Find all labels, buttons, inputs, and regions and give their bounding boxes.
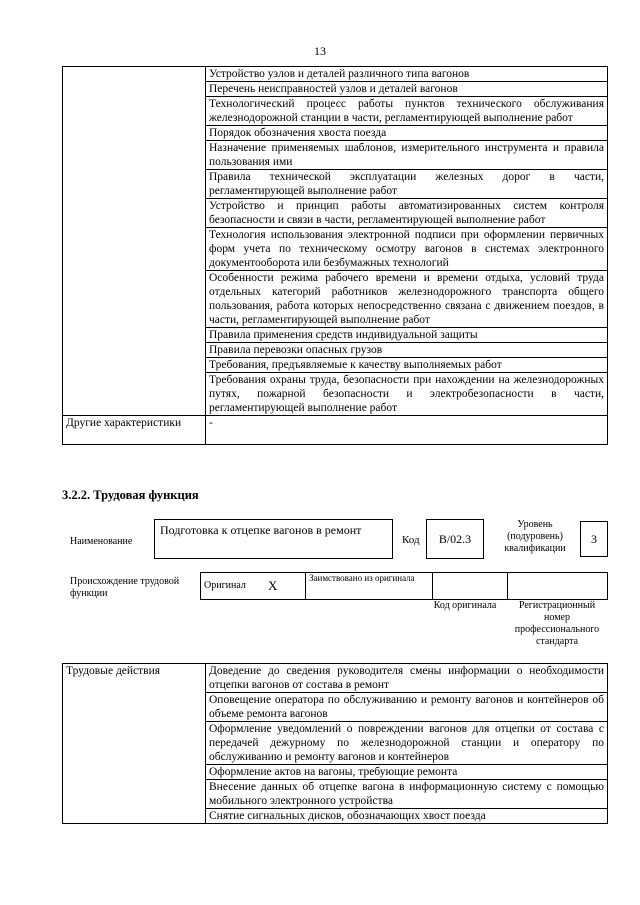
table-row — [63, 416, 608, 445]
table-row — [63, 67, 608, 82]
knowledge-item: Технология использования электронной подписи при оформлении первичных форм учета по техническому осмотру вагонов в системах электронного документооборота или безбумажных технологий — [206, 228, 608, 271]
name-label: Наименование — [70, 536, 133, 547]
section-heading: 3.2.2. Трудовая функция — [62, 488, 199, 502]
level-value-box — [580, 521, 608, 557]
knowledge-table — [62, 66, 608, 445]
other-characteristics-label: Другие характеристики — [63, 416, 206, 445]
origin-table — [200, 572, 608, 600]
name-value-box — [154, 519, 393, 559]
knowledge-item: Правила перевозки опасных грузов — [206, 343, 608, 358]
action-item: Оформление актов на вагоны, требующие ремонта — [206, 765, 608, 780]
action-item: Внесение данных об отцепке вагона в информационную систему с помощью мобильного электронного устройства — [206, 780, 608, 809]
other-characteristics-value: - — [206, 416, 608, 445]
knowledge-item: Устройство узлов и деталей различного типа вагонов — [206, 67, 608, 82]
knowledge-item: Перечень неисправностей узлов и деталей вагонов — [206, 82, 608, 97]
knowledge-item: Назначение применяемых шаблонов, измерительного инструмента и правила пользования ими — [206, 141, 608, 170]
original-mark: X — [265, 573, 306, 600]
page-number: 13 — [314, 44, 326, 58]
reg-number-label: Регистрационный номер профессионального стандарта — [514, 600, 600, 647]
code-original-cell — [433, 573, 508, 600]
table-row — [63, 664, 608, 693]
action-item: Доведение до сведения руководителя смены информации о необходимости отцепки вагонов от состава в ремонт — [206, 664, 608, 693]
knowledge-item: Устройство и принцип работы автоматизированных систем контроля безопасности и связи в части, регламентирующей выполнение работ — [206, 199, 608, 228]
actions-table — [62, 663, 608, 824]
level-value: 3 — [591, 532, 597, 546]
table-cell-empty — [63, 67, 206, 416]
knowledge-item: Правила технической эксплуатации железных дорог в части, регламентирующей выполнение работ — [206, 170, 608, 199]
code-label: Код — [402, 534, 420, 546]
actions-label: Трудовые действия — [63, 664, 206, 824]
function-name: Подготовка к отцепке вагонов в ремонт — [160, 523, 362, 537]
code-value-box — [426, 519, 484, 559]
knowledge-item: Требования охраны труда, безопасности при нахождении на железнодорожных путях, пожарной безопасности и электробезопасности в части, регламентирующей выполнение работ — [206, 373, 608, 416]
knowledge-item: Правила применения средств индивидуальной защиты — [206, 328, 608, 343]
borrowed-label: Заимствовано из оригинала — [306, 573, 433, 600]
knowledge-item: Требования, предъявляемые к качеству выполняемых работ — [206, 358, 608, 373]
original-label: Оригинал — [201, 573, 266, 600]
knowledge-item: Особенности режима рабочего времени и времени отдыха, условий труда отдельных категорий работников железнодорожного транспорта общего пользования, работа которых непосредственно связана с движением поездов, в части, регламентирующей выполнение работ — [206, 271, 608, 328]
code-value: B/02.3 — [438, 532, 472, 546]
reg-number-cell — [508, 573, 608, 600]
knowledge-item: Порядок обозначения хвоста поезда — [206, 126, 608, 141]
action-item: Снятие сигнальных дисков, обозначающих хвост поезда — [206, 809, 608, 824]
level-label: Уровень (подуровень) квалификации — [504, 519, 566, 554]
action-item: Оповещение оператора по обслуживанию и ремонту вагонов и контейнеров об объеме ремонта вагонов — [206, 693, 608, 722]
code-original-label: Код оригинала — [433, 600, 497, 611]
knowledge-item: Технологический процесс работы пунктов технического обслуживания железнодорожной станции в части, регламентирующей выполнение работ — [206, 97, 608, 126]
action-item: Оформление уведомлений о повреждении вагонов для отцепки от состава с передачей дежурному по железнодорожной станции и оператору по обслуживанию и ремонту вагонов и контейнеров — [206, 722, 608, 765]
table-row — [201, 573, 608, 600]
origin-label: Происхождение трудовой функции — [70, 576, 180, 599]
